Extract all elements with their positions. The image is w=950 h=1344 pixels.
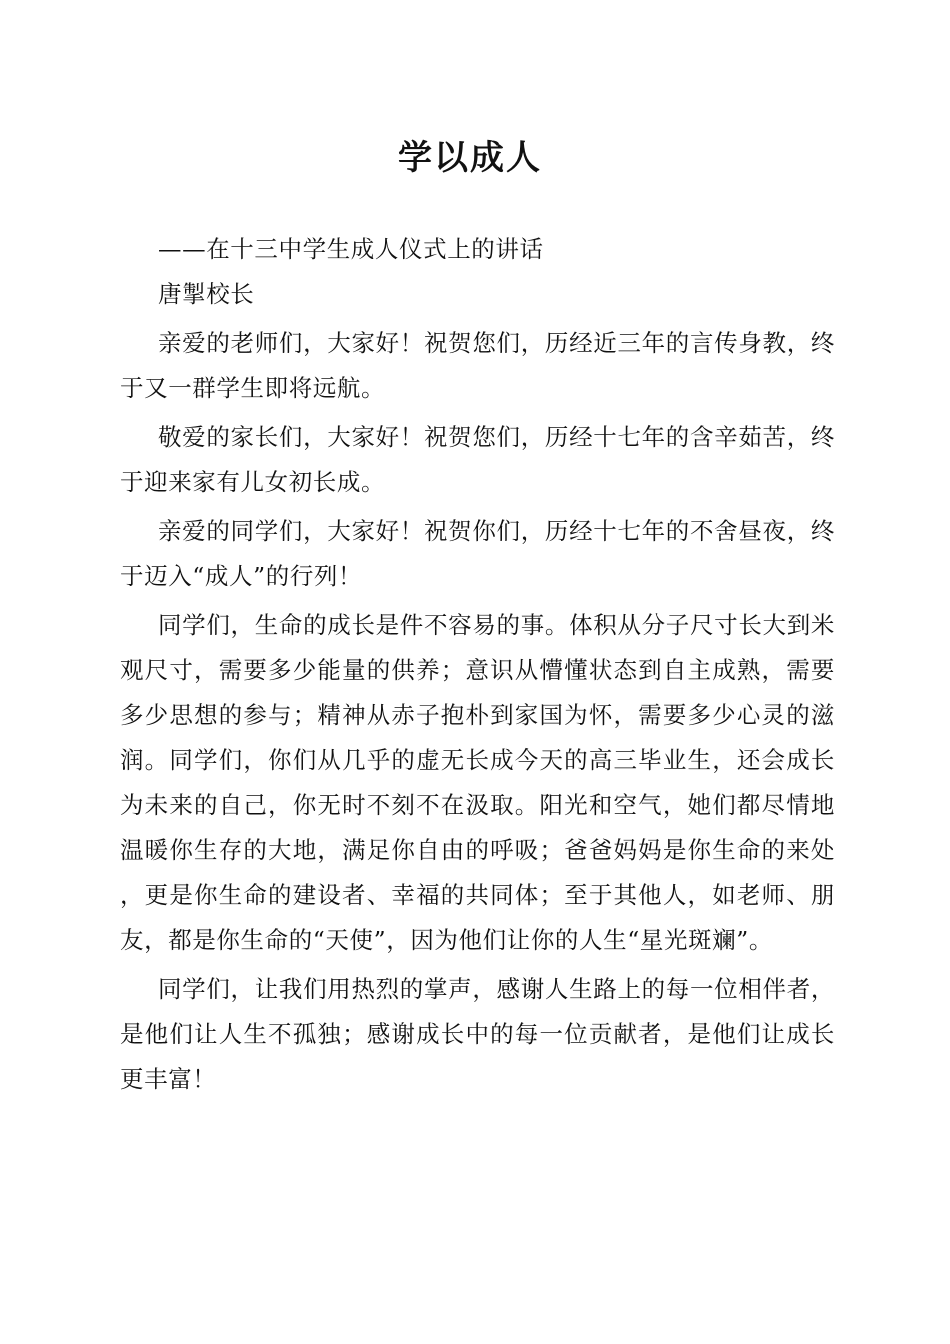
document-body [120,227,835,1102]
paragraph-growth: 同学们，生命的成长是件不容易的事。体积从分子尺寸长大到米观尺寸，需要多少能量的供养；意识从懵懂状态到自主成熟，需要多少思想的参与；精神从赤子抱朴到家国为怀，需要多少心灵的滋润。同学们，你们从几乎的虚无长成今天的高三毕业生，还会成长为未来的自己，你无时不刻不在汲取。阳光和空气，她们都尽情地温暖你生存的大地，满足你自由的呼吸；爸爸妈妈是你生命的来处，更是你生命的建设者、幸福的共同体；至于其他人，如老师、朋友，都是你生命的“天使”，因为他们让你的人生“星光斑斓”。 [120,611,835,954]
paragraph-students: 亲爱的同学们，大家好！祝贺你们，历经十七年的不舍昼夜，终于迈入“成人”的行列！ [120,517,835,590]
subtitle: ——在十三中学生成人仪式上的讲话 [158,235,544,263]
paragraph-teachers: 亲爱的老师们，大家好！祝贺您们，历经近三年的言传身教，终于又一群学生即将远航。 [120,329,835,402]
document-title: 学以成人 [398,138,542,178]
author-line: 唐掣校长 [158,280,255,308]
paragraph-thanks: 同学们，让我们用热烈的掌声，感谢人生路上的每一位相伴者，是他们让人生不孤独；感谢成长中的每一位贡献者，是他们让成长更丰富！ [120,975,835,1093]
paragraph-parents: 敬爱的家长们，大家好！祝贺您们，历经十七年的含辛茹苦，终于迎来家有儿女初长成。 [120,423,835,496]
